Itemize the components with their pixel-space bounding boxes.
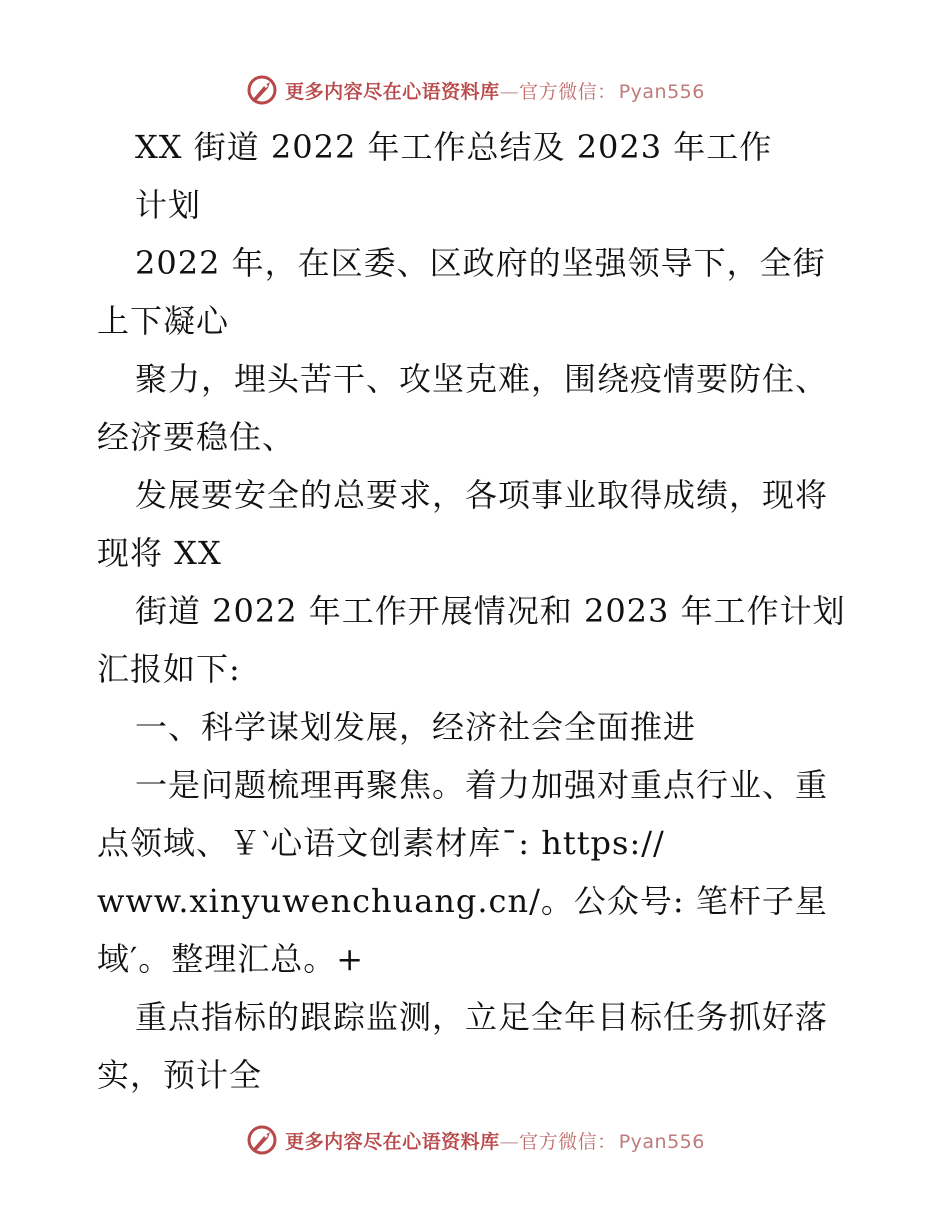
document-line: 聚力，埋头苦干、攻坚克难，围绕疫情要防住、 — [135, 360, 829, 398]
document-line: 计划 — [135, 186, 202, 224]
document-line: 发展要安全的总要求，各项事业取得成绩，现将 — [135, 476, 829, 514]
watermark-header — [0, 70, 950, 110]
document-line: 2022 年，在区委、区政府的坚强领导下，全街 — [135, 244, 826, 282]
document-line: 域′。整理汇总。+ — [97, 940, 365, 978]
watermark-footer — [0, 1120, 950, 1160]
watermark-separator: — — [499, 80, 520, 103]
document-body — [97, 118, 857, 1104]
watermark-text: 更多内容尽在心语资料库 — [285, 80, 500, 103]
pen-nib-circle-logo-icon — [245, 73, 279, 107]
pen-nib-circle-logo-icon — [245, 1123, 279, 1157]
document-line: 一、科学谋划发展，经济社会全面推进 — [135, 708, 697, 746]
document-line: 上下凝心 — [97, 302, 230, 340]
document-line: 实，预计全 — [97, 1056, 263, 1094]
watermark-text: 更多内容尽在心语资料库 — [285, 1130, 500, 1153]
watermark-handle: Pyan556 — [618, 1130, 705, 1153]
document-line: 重点指标的跟踪监测，立足全年目标任务抓好落 — [135, 998, 829, 1036]
document-line: 点领域、￥‵心语文创素材库¯: https:// — [97, 824, 665, 862]
document-line: 经济要稳住、 — [97, 418, 296, 456]
watermark-handle: Pyan556 — [618, 80, 705, 103]
watermark-text-group — [285, 1127, 705, 1154]
watermark-label: 官方微信： — [519, 80, 617, 103]
document-line: 一是问题梳理再聚焦。着力加强对重点行业、重 — [135, 766, 829, 804]
watermark-label: 官方微信： — [519, 1130, 617, 1153]
document-line: 现将 XX — [97, 534, 222, 572]
document-line: 汇报如下: — [97, 650, 241, 688]
document-line: 街道 2022 年工作开展情况和 2023 年工作计划 — [135, 592, 846, 630]
document-line: XX 街道 2022 年工作总结及 2023 年工作 — [135, 128, 773, 166]
document-line: www.xinyuwenchuang.cn/。公众号: 笔杆子星 — [97, 882, 828, 920]
watermark-separator: — — [499, 1130, 520, 1153]
watermark-text-group — [285, 77, 705, 104]
